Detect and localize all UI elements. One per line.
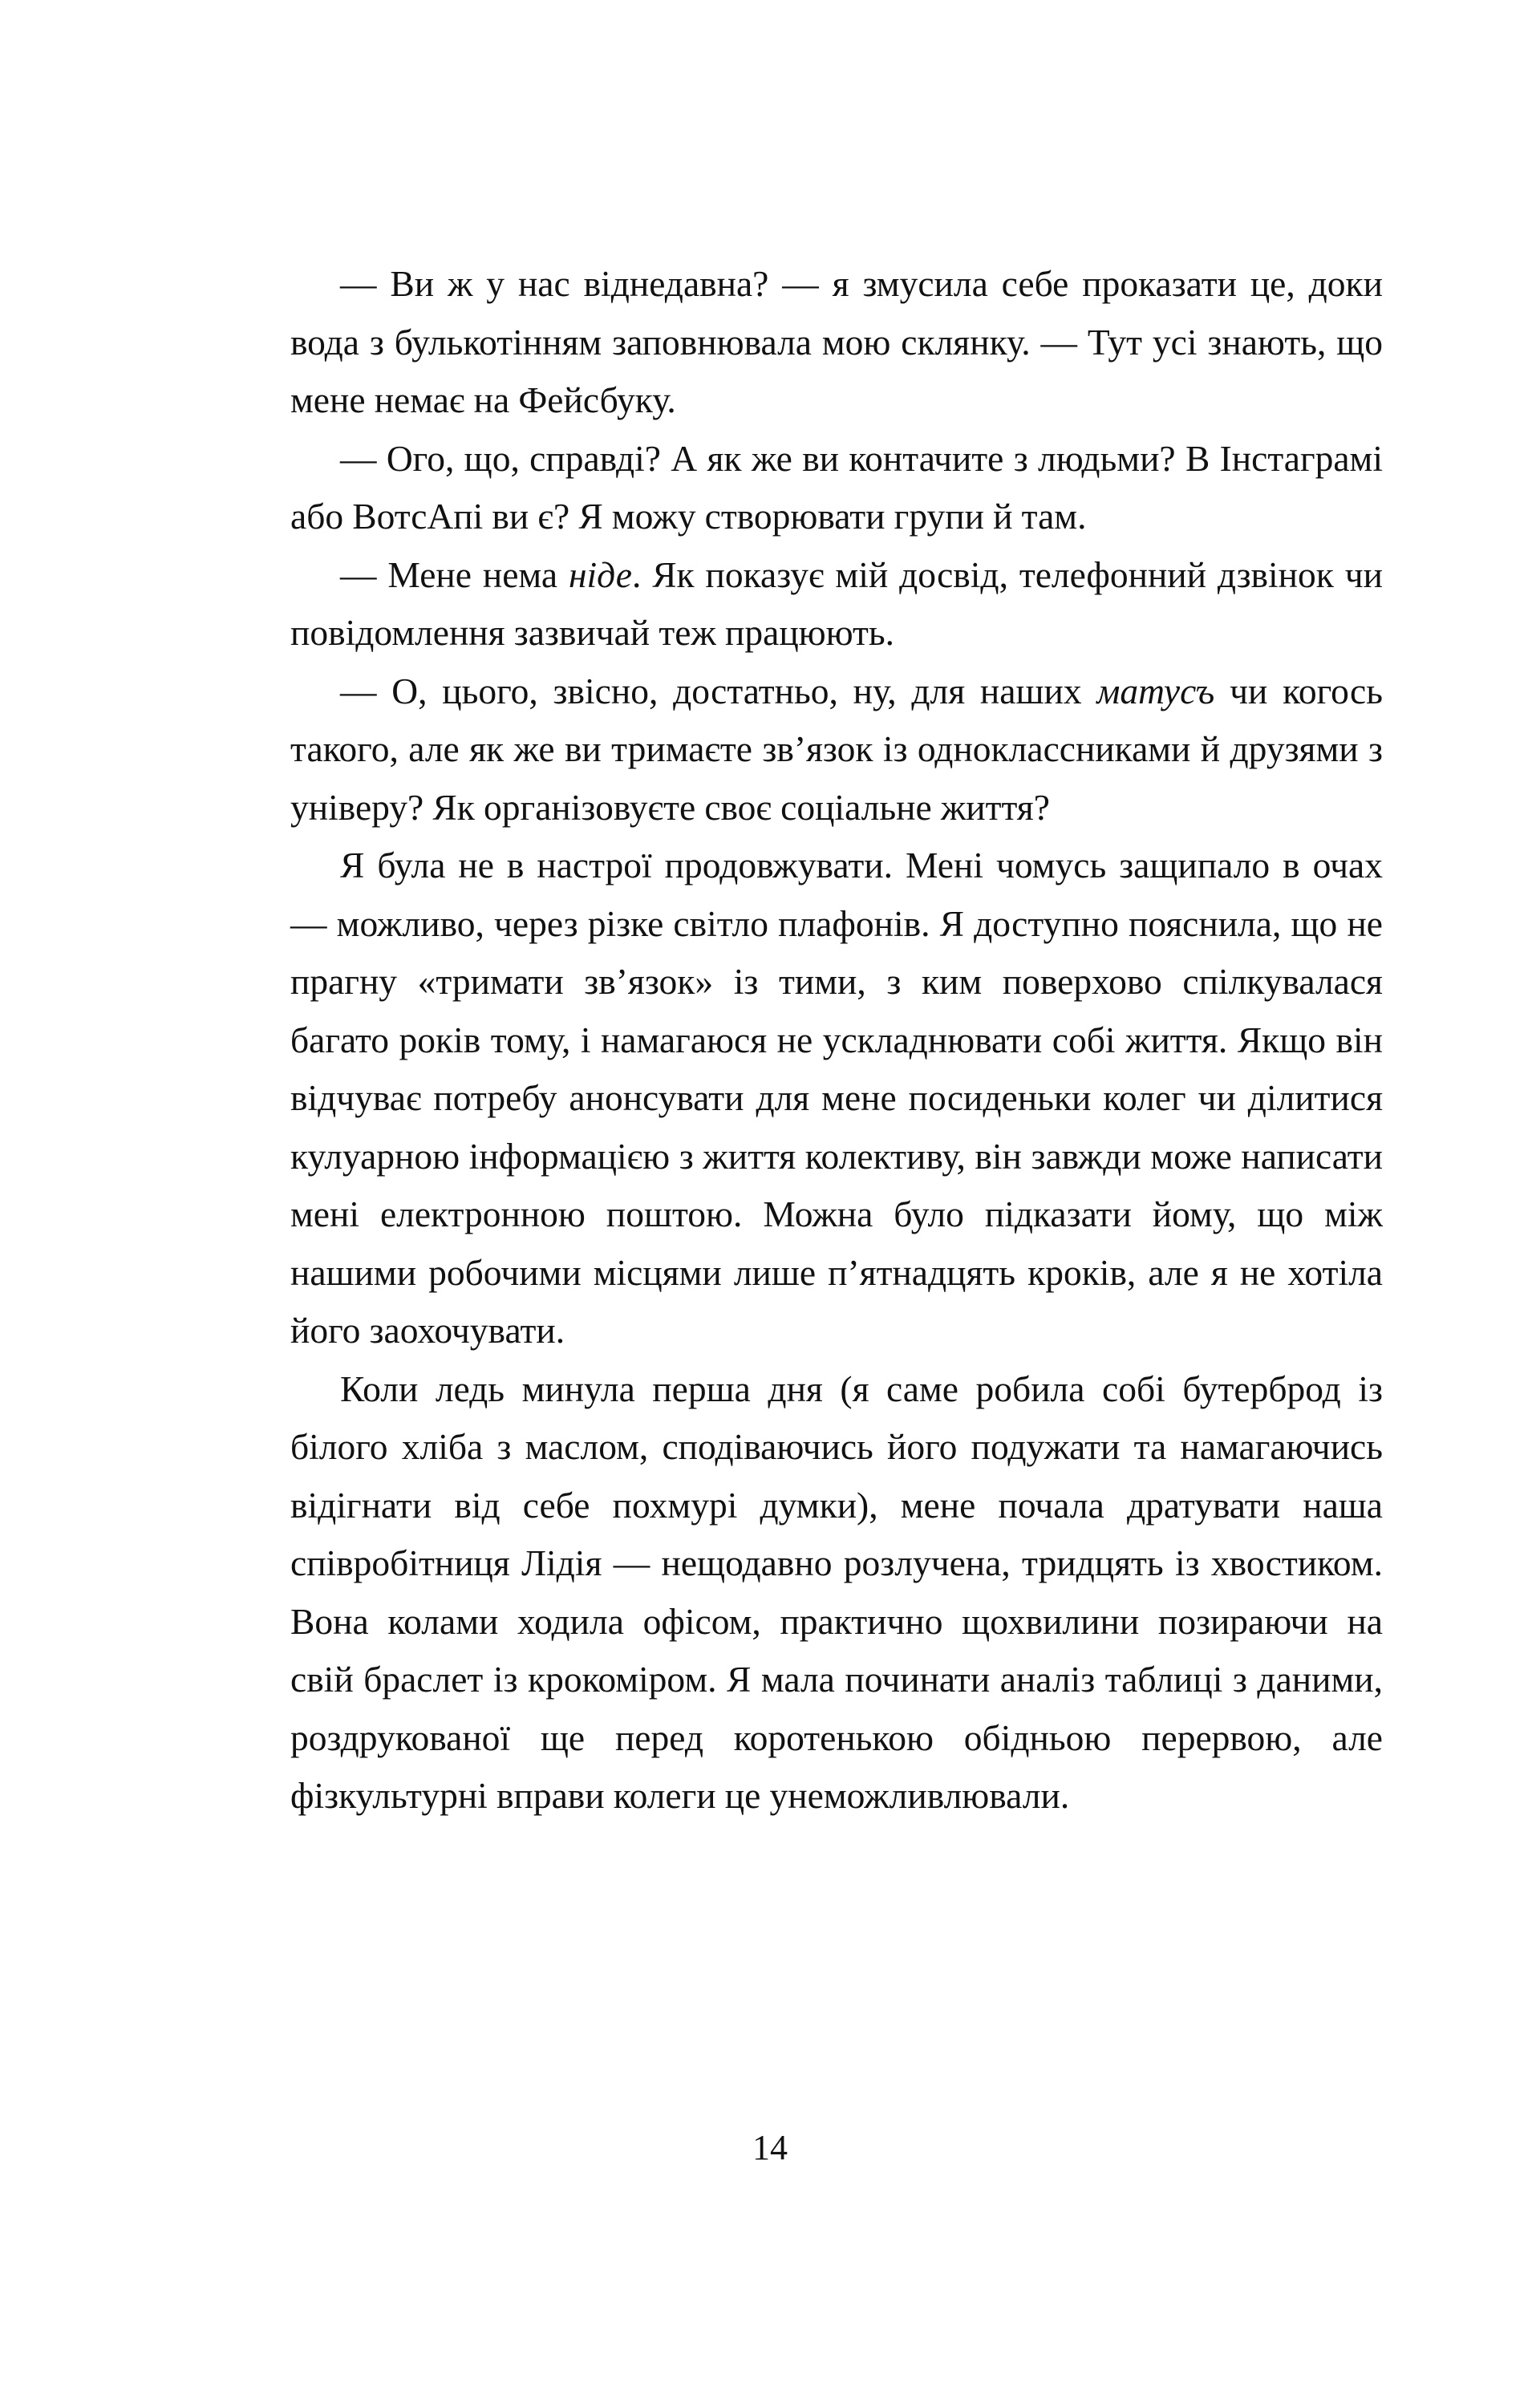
paragraph-6: [290, 1360, 1383, 1826]
paragraph-1-run-1: — Ви ж у нас віднедавна? — я змусила себе проказати це, доки вода з булькотінням заповнювала мою склянку. — Тут усі знають, що мене немає на Фейсбуку.: [290, 263, 1383, 420]
paragraph-5: [290, 837, 1383, 1360]
paragraph-4-run-1: — О, цього, звісно, достатньо, ну, для наших: [340, 670, 1097, 711]
page-text-block: [290, 255, 1383, 1826]
page-number: 14: [752, 2128, 788, 2167]
paragraph-6-run-1: Коли ледь минула перша дня (я саме робила собі бутерброд із білого хліба з маслом, сподіваючись його подужати та намагаючись відігнати від себе похмурі думки), мене почала дратувати наша співробітниця Лідія — нещодавно розлучена, тридцять із хвостиком. Вона колами ходила офісом, практично щохвилини позираючи на свій браслет із крокоміром. Я мала починати аналіз таблиці з даними, роздрукованої ще перед коротенькою обідньою перервою, але фізкультурні вправи колеги це унеможливлювали.: [290, 1368, 1383, 1816]
paragraph-3-run-1: — Мене нема: [340, 553, 569, 595]
paragraph-4-emphasis-matus: матусъ: [1096, 670, 1215, 711]
paragraph-2-run-1: — Ого, що, справді? А як же ви контачите з людьми? В Інстаграмі або ВотсАпі ви є? Я можу створювати групи й там.: [290, 437, 1383, 537]
paragraph-3-run-3: . Як показує мій досвід, телефонний дзвінок чи повідомлення зазвичай теж працюють.: [290, 553, 1383, 653]
paragraph-5-run-1: Я була не в настрої продовжувати. Мені чомусь защипало в очах — можливо, через різке світло плафонів. Я доступно пояснила, що не прагну «тримати зв’язок» із тими, з ким поверхово спілкувалася багато років тому, і намагаюся не ускладнювати собі життя. Якщо він відчуває потребу анонсувати для мене посиденьки колег чи ділитися кулуарною інформацією з життя колективу, він завжди може написати мені електронною поштою. Можна було підказати йому, що між нашими робочими місцями лише п’ятнадцять кроків, але я не хотіла його заохочувати.: [290, 845, 1383, 1351]
paragraph-2: [290, 430, 1383, 546]
paragraph-3-emphasis-nide: ніде: [568, 553, 632, 595]
paragraph-4: [290, 663, 1383, 837]
paragraph-3: [290, 546, 1383, 663]
paragraph-1: [290, 255, 1383, 430]
paragraph-4-run-3: чи когось такого, але як же ви тримаєте зв’язок із одноклассниками й друзями з універу? Як організовуєте своє соціальне життя?: [290, 670, 1383, 828]
